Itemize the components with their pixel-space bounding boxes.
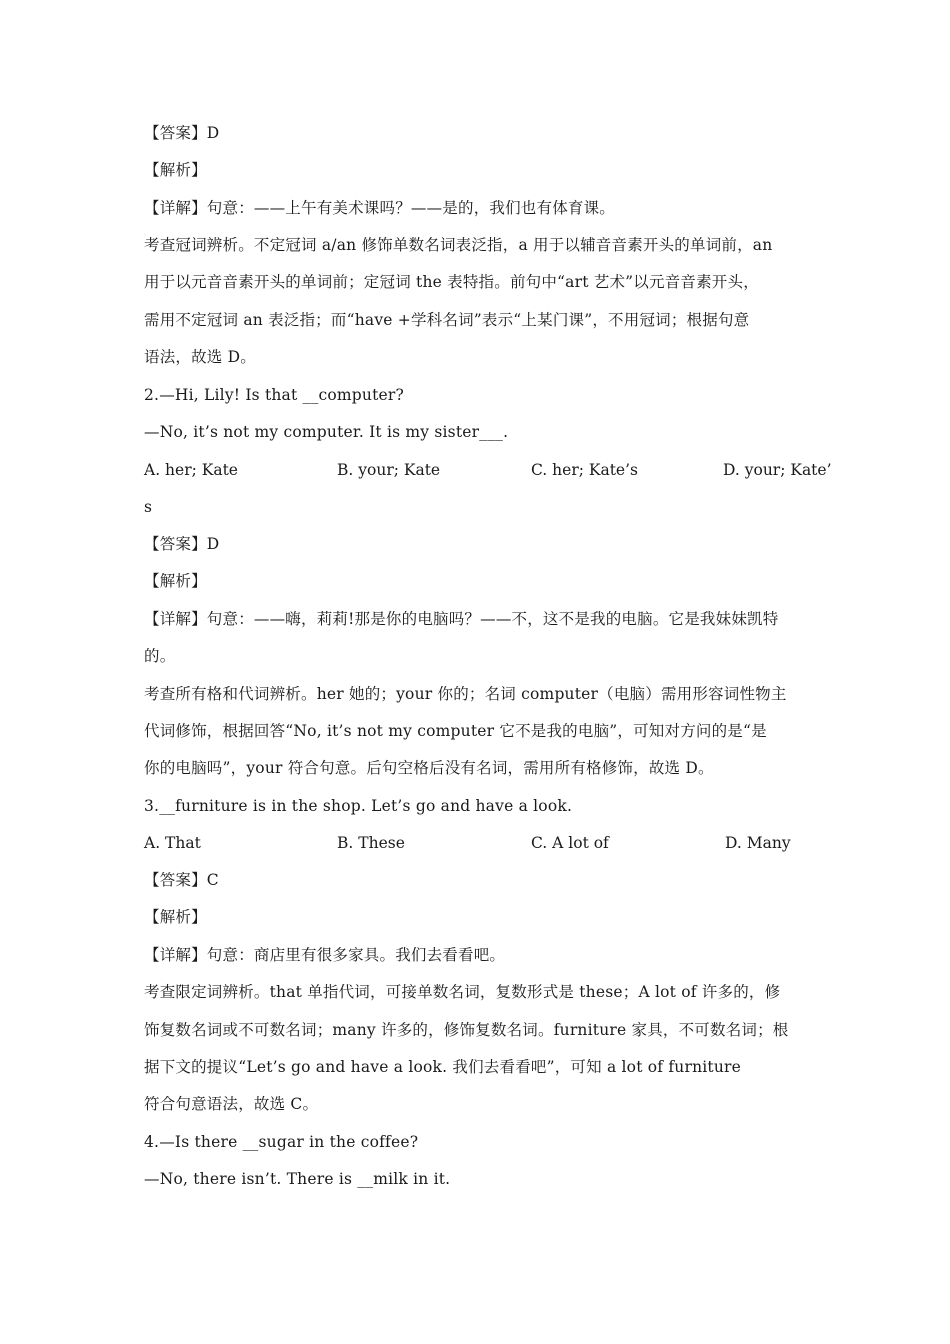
q4-stem-reply: —No, there isn’t. There is __milk in it.: [144, 1170, 451, 1188]
q3-stem: 3.__furniture is in the shop. Let’s go and have a look.: [144, 797, 573, 815]
q1-explain-line: 语法，故选 D。: [144, 348, 256, 366]
q1-analysis-heading: 【解析】: [144, 161, 207, 179]
q3-option-c: C. A lot of: [531, 834, 609, 852]
q2-option-c: C. her; Kate’s: [531, 461, 638, 479]
q1-explain-line: 考查冠词辨析。不定冠词 a/an 修饰单数名词表泛指，a 用于以辅音音素开头的单词前，an: [144, 236, 773, 254]
q2-option-a: A. her; Kate: [144, 461, 238, 479]
q2-option-wrap: s: [144, 498, 153, 516]
q1-explain-line: 用于以元音音素开头的单词前；定冠词 the 表特指。前句中“art 艺术”以元音音素开头，: [144, 273, 759, 291]
q2-answer: 【答案】D: [144, 535, 220, 553]
q4-stem: 4.—Is there __sugar in the coffee?: [144, 1133, 419, 1151]
q1-answer: 【答案】D: [144, 124, 220, 142]
q3-analysis-heading: 【解析】: [144, 908, 207, 926]
q2-detail: 【详解】句意：——嗨，莉莉!那是你的电脑吗？——不，这不是我的电脑。它是我妹妹凯特: [144, 610, 779, 628]
q2-explain-line: 你的电脑吗”，your 符合句意。后句空格后没有名词，需用所有格修饰，故选 D。: [144, 759, 714, 777]
q3-explain-line: 符合句意语法，故选 C。: [144, 1095, 319, 1113]
q2-stem-reply: —No, it’s not my computer. It is my sister___.: [144, 423, 509, 441]
q3-detail: 【详解】句意：商店里有很多家具。我们去看看吧。: [144, 946, 506, 964]
q1-detail: 【详解】句意：——上午有美术课吗？——是的，我们也有体育课。: [144, 199, 616, 217]
q2-explain-line: 代词修饰，根据回答“No, it’s not my computer 它不是我的电脑”，可知对方问的是“是: [144, 722, 767, 740]
q2-detail-wrap: 的。: [144, 647, 176, 665]
q2-explain-line: 考查所有格和代词辨析。her 她的；your 你的；名词 computer（电脑）需用形容词性物主: [144, 685, 787, 703]
q3-explain-line: 饰复数名词或不可数名词；many 许多的，修饰复数名词。furniture 家具，不可数名词；根: [144, 1021, 789, 1039]
q3-option-d: D. Many: [725, 834, 791, 852]
q1-explain-line: 需用不定冠词 an 表泛指；而“have +学科名词”表示“上某门课”，不用冠词；根据句意: [144, 311, 750, 329]
q2-stem: 2.—Hi, Lily! Is that __computer?: [144, 386, 404, 404]
q2-analysis-heading: 【解析】: [144, 572, 207, 590]
q2-option-d: D. your; Kate’: [723, 461, 832, 479]
q3-explain-line: 考查限定词辨析。that 单指代词，可接单数名词，复数形式是 these；A lot of 许多的，修: [144, 983, 781, 1001]
q2-option-b: B. your; Kate: [337, 461, 441, 479]
q3-option-b: B. These: [337, 834, 405, 852]
q3-answer: 【答案】C: [144, 871, 219, 889]
q3-option-a: A. That: [144, 834, 201, 852]
q3-explain-line: 据下文的提议“Let’s go and have a look. 我们去看看吧”，可知 a lot of furniture: [144, 1058, 742, 1076]
